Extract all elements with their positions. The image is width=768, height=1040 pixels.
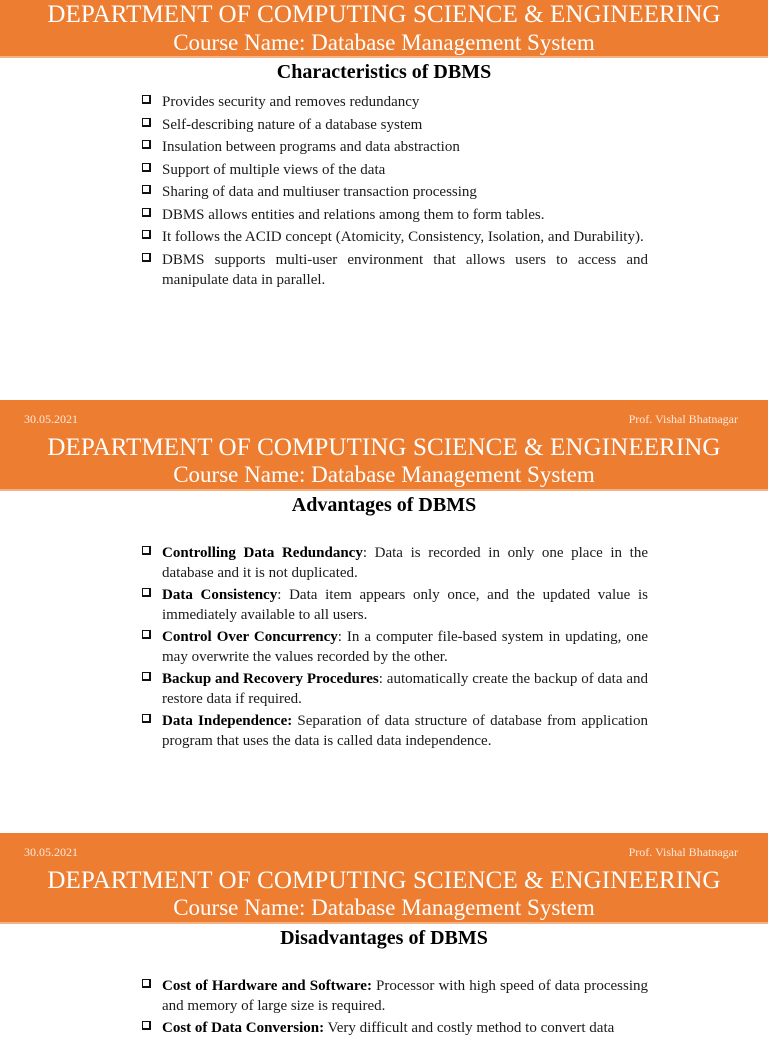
- department-title: DEPARTMENT OF COMPUTING SCIENCE & ENGINEERING: [47, 1, 721, 28]
- checkbox-bullet-icon: [142, 118, 151, 127]
- checkbox-bullet-icon: [142, 714, 151, 723]
- checkbox-bullet-icon: [142, 253, 151, 262]
- checkbox-bullet-icon: [142, 95, 151, 104]
- item-text: Very difficult and costly method to convert data: [324, 1020, 615, 1036]
- slide-advantages: [0, 400, 768, 833]
- checkbox-bullet-icon: [142, 208, 151, 217]
- slide-title: Disadvantages of DBMS: [280, 927, 488, 949]
- slide-header-band: [0, 0, 768, 58]
- item-text: Separation of data structure of database from application program that uses the data is called data independence.: [162, 713, 648, 749]
- list-item: [142, 182, 648, 202]
- department-title: DEPARTMENT OF COMPUTING SCIENCE & ENGINEERING: [47, 434, 721, 461]
- course-name: Course Name: Database Management System: [173, 895, 595, 920]
- item-term: Controlling Data Redundancy: [162, 545, 363, 561]
- checkbox-bullet-icon: [142, 630, 151, 639]
- item-text: Support of multiple views of the data: [162, 161, 386, 178]
- slide-header-band: [0, 400, 768, 491]
- list-item: [142, 115, 648, 135]
- list-item: [142, 976, 648, 1016]
- bullet-list: [142, 92, 648, 292]
- slide-author: Prof. Vishal Bhatnagar: [628, 845, 738, 859]
- item-text: Insulation between programs and data abstraction: [162, 139, 460, 155]
- checkbox-bullet-icon: [142, 979, 151, 988]
- slide-title: Advantages of DBMS: [291, 494, 477, 516]
- item-term: Backup and Recovery Procedures: [162, 671, 379, 687]
- slide-characteristics: [0, 0, 768, 400]
- checkbox-bullet-icon: [142, 1021, 151, 1030]
- checkbox-bullet-icon: [142, 672, 151, 681]
- item-text: DBMS supports multi-user environment that allows users to access and manipulate data in parallel.: [162, 251, 648, 288]
- item-text: : In a computer file-based system in updating, one may overwrite the values recorded by the other.: [162, 629, 648, 665]
- list-item: [142, 250, 648, 290]
- item-term: Cost of Hardware and Software:: [162, 978, 372, 994]
- item-term: Cost of Data Conversion:: [162, 1020, 325, 1036]
- list-item: [142, 669, 648, 709]
- bullet-list: [142, 543, 648, 753]
- course-name: Course Name: Database Management System: [173, 462, 595, 487]
- slide-author: Prof. Vishal Bhatnagar: [628, 412, 738, 426]
- department-title: DEPARTMENT OF COMPUTING SCIENCE & ENGINEERING: [47, 867, 721, 894]
- item-term: Data Independence:: [162, 713, 293, 729]
- slide-header-band: [0, 833, 768, 924]
- list-item: [142, 205, 648, 225]
- slide-date: 30.05.2021: [24, 412, 78, 426]
- list-item: [142, 711, 648, 751]
- list-item: [142, 92, 648, 112]
- list-item: [142, 627, 648, 667]
- header-divider: [0, 922, 768, 924]
- item-text: DBMS allows entities and relations among them to form tables.: [162, 206, 545, 223]
- checkbox-bullet-icon: [142, 185, 151, 194]
- list-item: [142, 227, 648, 247]
- item-text: Provides security and removes redundancy: [162, 94, 420, 110]
- checkbox-bullet-icon: [142, 163, 151, 172]
- list-item: [142, 1018, 648, 1038]
- slide-disadvantages: [0, 833, 768, 1036]
- item-text: : automatically create the backup of data and restore data if required.: [162, 671, 648, 707]
- item-term: Control Over Concurrency: [162, 629, 338, 645]
- checkbox-bullet-icon: [142, 140, 151, 149]
- list-item: [142, 137, 648, 157]
- item-term: Data Consistency: [162, 587, 278, 603]
- checkbox-bullet-icon: [142, 546, 151, 555]
- header-divider: [0, 56, 768, 58]
- bullet-list: [142, 976, 648, 1040]
- list-item: [142, 543, 648, 583]
- slide-date: 30.05.2021: [24, 845, 78, 859]
- list-item: [142, 160, 648, 180]
- list-item: [142, 585, 648, 625]
- header-divider: [0, 489, 768, 491]
- checkbox-bullet-icon: [142, 588, 151, 597]
- item-text: It follows the ACID concept (Atomicity, Consistency, Isolation, and Durability).: [162, 229, 644, 245]
- item-text: Sharing of data and multiuser transaction processing: [162, 184, 477, 200]
- item-text: Processor with high speed of data processing and memory of large size is required.: [162, 978, 649, 1014]
- course-name: Course Name: Database Management System: [173, 30, 595, 55]
- slide-title: Characteristics of DBMS: [276, 61, 492, 83]
- checkbox-bullet-icon: [142, 230, 151, 239]
- item-text: : Data item appears only once, and the updated value is immediately available to all users.: [162, 587, 648, 623]
- item-text: Self-describing nature of a database system: [162, 116, 423, 133]
- item-text: : Data is recorded in only one place in the database and it is not duplicated.: [162, 545, 649, 581]
